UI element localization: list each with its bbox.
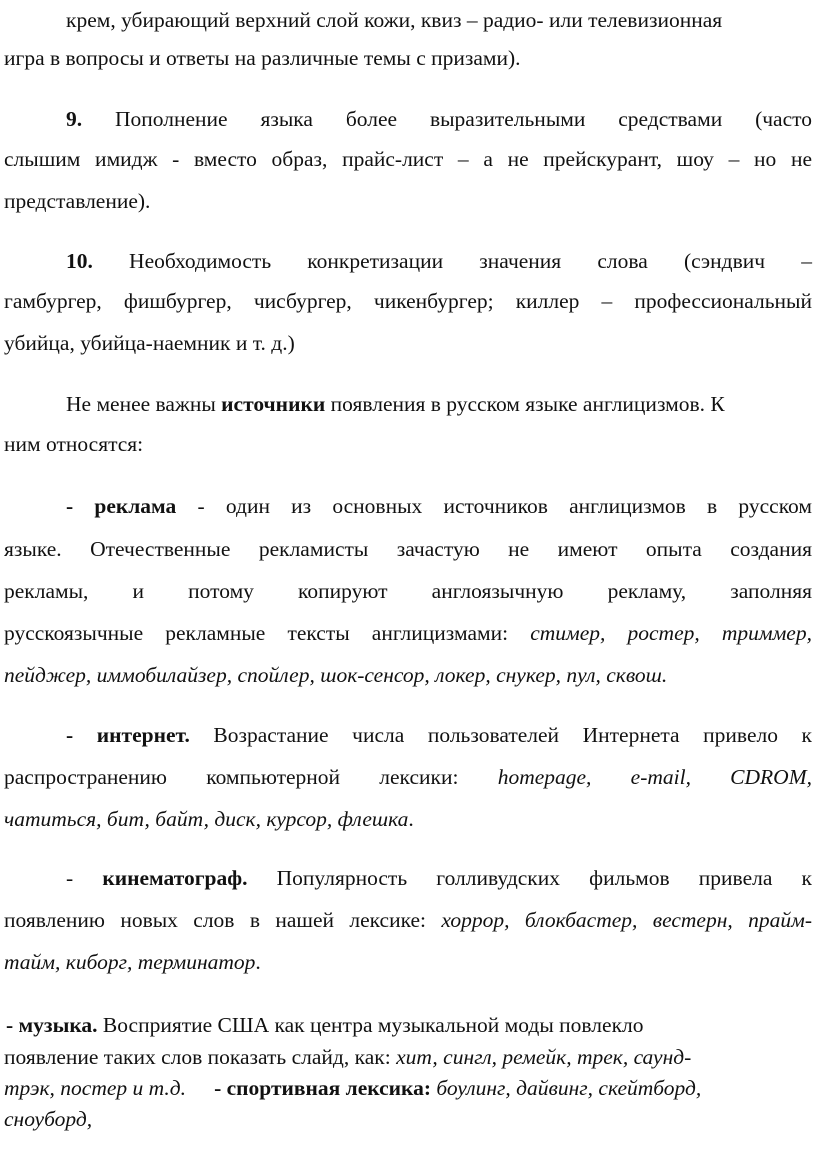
- text-line: [66, 721, 812, 749]
- bold-term: - спортивная лексика:: [214, 1076, 432, 1100]
- text-span: Не менее важны: [66, 392, 222, 416]
- text-line: [4, 763, 812, 791]
- text-span: .: [408, 807, 414, 831]
- text-span: Популярность голливудских фильмов привела к: [247, 866, 812, 890]
- text-line: представление).: [4, 189, 151, 213]
- text-line: [4, 948, 812, 976]
- italic-terms: чатиться, бит, байт, диск, курсор, флешка: [4, 807, 409, 831]
- text-line: [4, 805, 812, 833]
- bold-term: - реклама: [66, 494, 177, 518]
- text-line: [6, 1011, 812, 1039]
- text-span: распространению компьютерной лексики:: [4, 765, 498, 789]
- text-line: [4, 661, 812, 689]
- text-span: появление таких слов показать слайд, как:: [4, 1045, 397, 1069]
- text-line: [4, 1074, 812, 1102]
- text-span: - один из основных источников англицизмов в русском: [176, 494, 812, 518]
- text-span: русскоязычные рекламные тексты англицизмами:: [4, 621, 531, 645]
- text-line: [66, 864, 812, 892]
- text-line: [66, 247, 812, 275]
- text-span: Восприятие США как центра музыкальной моды повлекло: [97, 1013, 644, 1037]
- bold-term: - музыка.: [6, 1013, 98, 1037]
- italic-terms: сноуборд,: [4, 1107, 93, 1131]
- text-line: [4, 1043, 812, 1071]
- bold-term: - интернет.: [66, 723, 190, 747]
- text-span: Возрастание числа пользователей Интернета привело к: [189, 723, 812, 747]
- italic-terms: тайм, киборг, терминатор: [4, 950, 256, 974]
- text-line: [4, 906, 812, 934]
- text-line: крем, убирающий верхний слой кожи, квиз – радио- или телевизионная: [66, 8, 723, 32]
- text-span: .: [255, 950, 261, 974]
- text-span: появления в русском языке англицизмов. К: [325, 392, 725, 416]
- text-line: [4, 1105, 812, 1133]
- italic-terms: боулинг, дайвинг, скейтборд,: [431, 1076, 702, 1100]
- italic-terms: стимер, ростер, триммер,: [530, 621, 812, 645]
- text-span: Необходимость конкретизации значения слова (сэндвич –: [129, 249, 812, 273]
- italic-terms: хоррор, блокбастер, вестерн, прайм-: [441, 908, 813, 932]
- text-span: -: [66, 866, 103, 890]
- item-number: 10.: [66, 249, 93, 273]
- text-line: ним относятся:: [4, 432, 144, 456]
- italic-terms: homepage, e-mail, CDROM,: [497, 765, 812, 789]
- text-span: Пополнение языка более выразительными средствами (часто: [115, 107, 813, 131]
- text-line: игра в вопросы и ответы на различные темы с призами).: [4, 46, 521, 70]
- text-line: [66, 390, 812, 418]
- text-line: рекламы, и потому копируют англоязычную рекламу, заполняя: [4, 579, 812, 603]
- text-line: убийца, убийца-наемник и т. д.): [4, 331, 295, 355]
- text-line: слышим имидж - вместо образ, прайс-лист – а не прейскурант, шоу – но не: [4, 147, 812, 171]
- text-span: появлению новых слов в нашей лексике:: [4, 908, 442, 932]
- bold-term: источники: [221, 392, 326, 416]
- text-line: [4, 619, 812, 647]
- italic-terms: пейджер, иммобилайзер, спойлер, шок-сенсор, локер, снукер, пул, сквош.: [4, 663, 668, 687]
- bold-term: кинематограф.: [102, 866, 248, 890]
- text-line: [66, 105, 812, 133]
- text-line: гамбургер, фишбургер, чисбургер, чикенбургер; киллер – профессиональный: [4, 289, 812, 313]
- item-number: 9.: [66, 107, 83, 131]
- italic-terms: трэк, постер и т.д.: [4, 1076, 187, 1100]
- text-line: [66, 492, 812, 520]
- italic-terms: хит, сингл, ремейк, трек, саунд-: [396, 1045, 692, 1069]
- text-line: языке. Отечественные рекламисты зачастую не имеют опыта создания: [4, 537, 812, 561]
